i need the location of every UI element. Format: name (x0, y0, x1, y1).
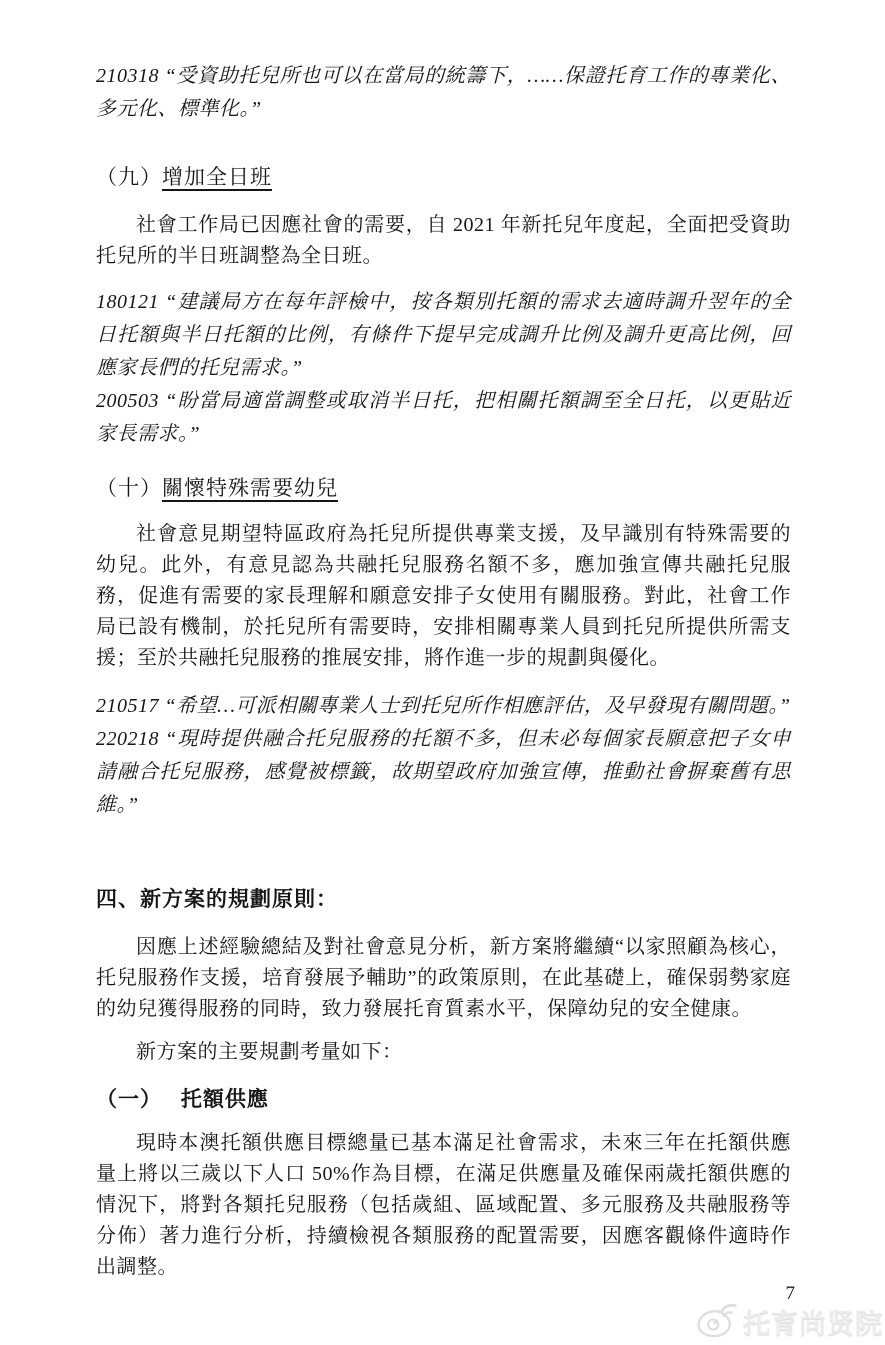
subsection-1-paragraph: 現時本澳托額供應目標總量已基本滿足社會需求，未來三年在托額供應量上將以三歲以下人口 50%作為目標，在滿足供應量及確保兩歲托額供應的情況下，將對各類托兒服務（包括歲組、區域配置、多元服務及共融服務等分佈）著力進行分析，持續檢視各類服務的配置需要，因應客觀條件適時作出調整。 (96, 1132, 791, 1278)
quote-220218: 220218 “現時提供融合托兒服務的托額不多，但未必每個家長願意把子女申請融合托兒服務，感覺被標籤，故期望政府加強宣傳，推動社會摒棄舊有思維。” (96, 728, 791, 816)
section-9-prefix: （九） (96, 165, 162, 189)
watermark (693, 1298, 883, 1345)
weibo-icon (693, 1298, 739, 1345)
section-10-quotes (96, 690, 791, 822)
page-content (96, 60, 791, 1283)
section-4-paragraph-2: 新方案的主要規劃考量如下： (136, 1041, 403, 1063)
watermark-text: 托育尚贤院 (743, 1309, 883, 1339)
subsection-1-prefix: （一） (96, 1087, 162, 1111)
section-9-heading (96, 162, 791, 192)
section-9-title: 增加全日班 (162, 165, 272, 189)
quote-210517: 210517 “希望…可派相關專業人士到托兒所作相應評估，及早發現有關問題。” (96, 695, 791, 717)
section-4-heading: 四、新方案的規劃原則： (96, 887, 338, 911)
section-10-prefix: （十） (96, 476, 162, 500)
section-4-paragraph-1: 因應上述經驗總結及對社會意見分析，新方案將繼續“以家照顧為核心，托兒服務作支援，培育發展予輔助”的政策原則，在此基礎上，確保弱勢家庭的幼兒獲得服務的同時，致力發展托育質素水平，保障幼兒的安全健康。 (96, 936, 791, 1020)
subsection-1-title: 托額供應 (180, 1087, 269, 1111)
subsection-1-heading (96, 1084, 791, 1114)
section-10-heading (96, 473, 791, 503)
quote-180121: 180121 “建議局方在每年評檢中，按各類別托額的需求去適時調升翌年的全日托額與半日托額的比例，有條件下提早完成調升比例及調升更高比例，回應家長們的托兒需求。” (96, 291, 791, 379)
section-10-paragraph: 社會意見期望特區政府為托兒所提供專業支援，及早識別有特殊需要的幼兒。此外，有意見認為共融托兒服務名額不多，應加強宣傳共融托兒服務，促進有需要的家長理解和願意安排子女使用有關服務。對此，社會工作局已設有機制，於托兒所有需要時，安排相關專業人員到托兒所提供所需支援；至於共融托兒服務的推展安排，將作進一步的規劃與優化。 (96, 523, 791, 669)
quote-210318: 210318 “受資助托兒所也可以在當局的統籌下，……保證托育工作的專業化、多元化、標準化。” (96, 65, 791, 120)
section-10-title: 關懷特殊需要幼兒 (162, 476, 338, 500)
section-9-quotes (96, 286, 791, 451)
page-number: 7 (785, 1283, 795, 1304)
quote-200503: 200503 “盼當局適當調整或取消半日托，把相關托額調至全日托，以更貼近家長需求。” (96, 390, 791, 445)
section-9-paragraph: 社會工作局已因應社會的需要，自 2021 年新托兒年度起，全面把受資助托兒所的半日班調整為全日班。 (96, 214, 791, 267)
